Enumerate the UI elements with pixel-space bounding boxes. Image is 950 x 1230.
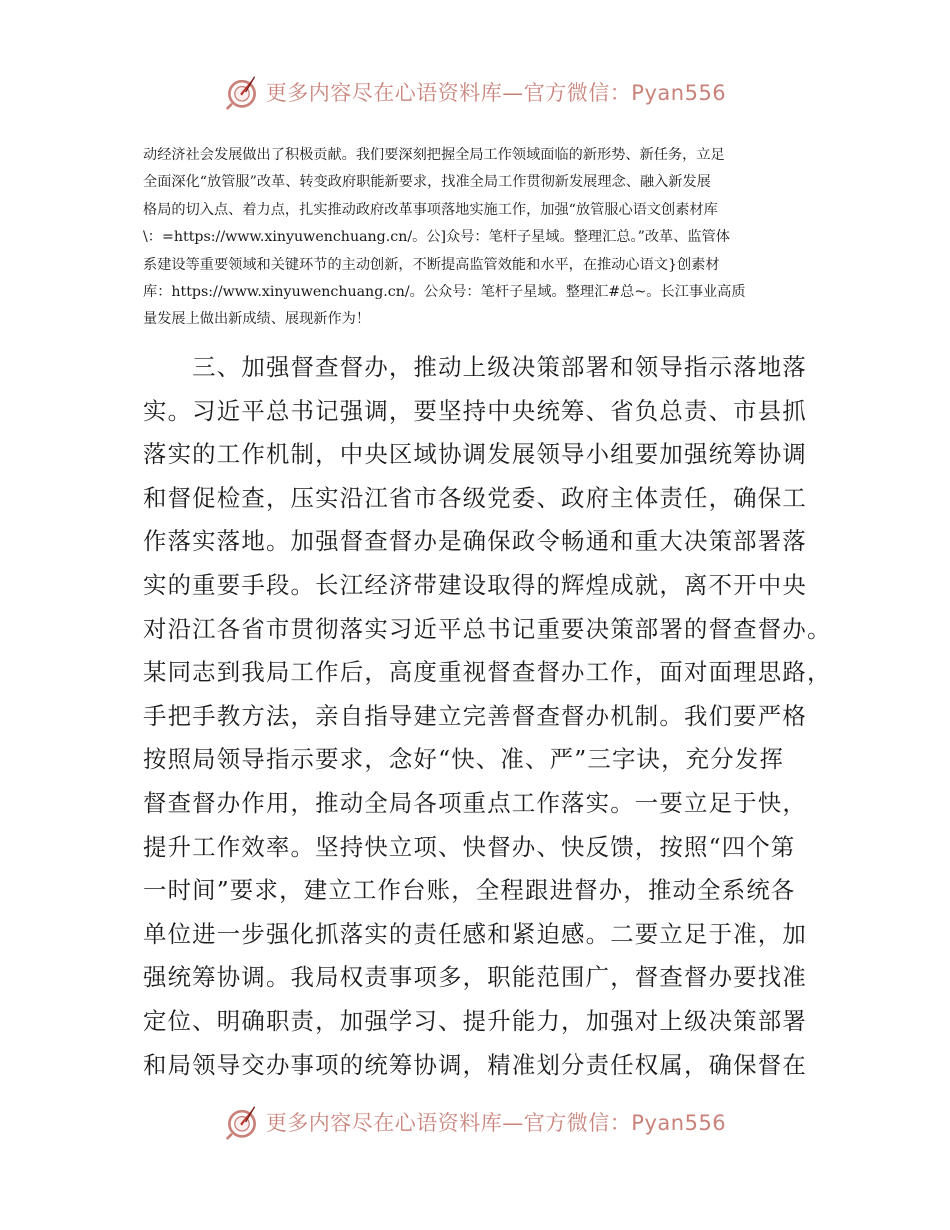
text-line: 某同志到我局工作后，高度重视督查督办工作，面对面理思路， <box>143 658 832 687</box>
text-line: 作落实落地。加强督查督办是确保政令畅通和重大决策部署落 <box>143 527 807 556</box>
text-line: 量发展上做出新成绩、展现新作为！ <box>143 311 371 328</box>
text-line: 强统筹协调。我局权责事项多，职能范围广，督查督办要找准 <box>143 963 807 992</box>
text-line: 系建设等重要领域和关键环节的主动创新，不断提高监管效能和水平，在推动心语文}创素材 <box>143 256 720 273</box>
quill-pen-logo-icon <box>224 74 260 110</box>
text-line: 对沿江各省市贯彻落实习近平总书记重要决策部署的督查督办。 <box>143 614 832 643</box>
header-banner <box>0 72 950 112</box>
text-line: 提升工作效率。坚持快立项、快督办、快反馈，按照“四个第 <box>143 832 796 861</box>
small-text-paragraph <box>143 142 809 334</box>
text-line: 实的重要手段。长江经济带建设取得的辉煌成就，离不开中央 <box>143 570 807 599</box>
banner-text: 更多内容尽在心语资料库—官方微信：Pyan556 <box>265 1111 727 1135</box>
text-line: 单位进一步强化抓落实的责任感和紧迫感。二要立足于准，加 <box>143 919 807 948</box>
text-line: 和局领导交办事项的统筹协调，精准划分责任权属，确保督在 <box>143 1050 807 1079</box>
text-line: 格局的切入点、着力点，扎实推动政府改革事项落地实施工作，加强“放管服心语文创素材库 <box>143 201 718 218</box>
text-line: 定位、明确职责，加强学习、提升能力，加强对上级决策部署 <box>143 1006 807 1035</box>
text-line: \：=https://www.xinyuwenchuang.cn/。公]众号：笔杆子星域。整理汇总。”改革、监管体 <box>143 229 730 246</box>
text-line: 库：https://www.xinyuwenchuang.cn/。公众号：笔杆子星域。整理汇#总~。长江事业高质 <box>143 284 746 301</box>
text-line: 全面深化“放管服”改革、转变政府职能新要求，找准全局工作贯彻新发展理念、融入新发展 <box>143 174 711 191</box>
text-line: 督查督办作用，推动全局各项重点工作落实。一要立足于快， <box>143 788 807 817</box>
footer-banner <box>0 1102 950 1142</box>
main-text-paragraph <box>143 346 832 1087</box>
text-line: 三、加强督查督办，推动上级决策部署和领导指示落地落 <box>143 353 807 381</box>
text-line: 实。习近平总书记强调，要坚持中央统筹、省负总责、市县抓 <box>143 396 807 425</box>
text-line: 一时间”要求，建立工作台账，全程跟进督办，推动全系统各 <box>143 876 796 905</box>
text-line: 和督促检查，压实沿江省市各级党委、政府主体责任，确保工 <box>143 483 807 512</box>
banner-text: 更多内容尽在心语资料库—官方微信：Pyan556 <box>265 81 727 105</box>
text-line: 落实的工作机制，中央区域协调发展领导小组要加强统筹协调 <box>143 440 807 469</box>
quill-pen-logo-icon <box>224 1104 260 1140</box>
text-line: 动经济社会发展做出了积极贡献。我们要深刻把握全局工作领域面临的新形势、新任务，立足 <box>143 147 725 163</box>
text-line: 按照局领导指示要求，念好“快、准、严”三字诀，充分发挥 <box>143 745 785 774</box>
text-line: 手把手教方法，亲自指导建立完善督查督办机制。我们要严格 <box>143 701 807 730</box>
